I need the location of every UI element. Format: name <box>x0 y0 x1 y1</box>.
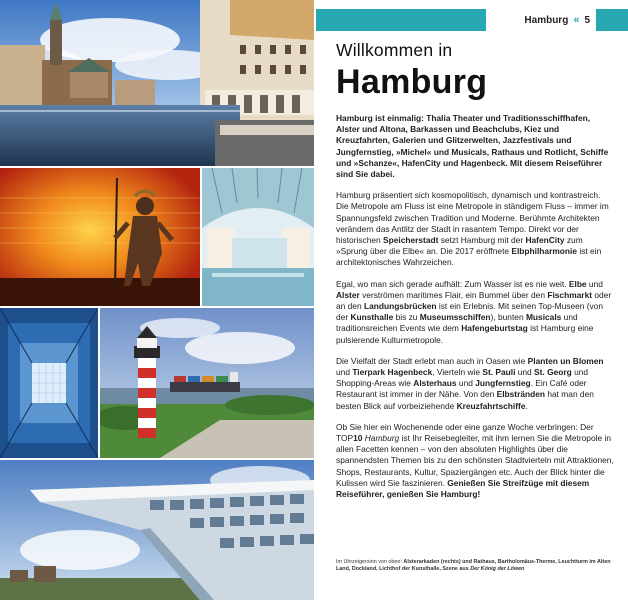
bold-text-run: Speicherstadt <box>383 235 439 246</box>
intro-paragraph: Hamburg ist einmalig: Thalia Theater und Traditionsschiffhafen, Alster und Altona, Barkassen und Beachclubs, Kiez und Kreuzfahrten, Galerien und Glitzerwelten, Jazzfestivals und Jungfernstieg, »Michel« und Musicals, Rathaus und Rotlicht, Schiffe und »Schanze«, HafenCity und Hagenbeck. Mit diesem Reiseführer sind Sie dabei. <box>336 113 609 180</box>
photo-leuchtturm-altes-land <box>100 308 314 458</box>
bold-text-run: St. Pauli <box>482 367 516 378</box>
title-line-welcome: Willkommen in <box>336 40 453 60</box>
text-run: verströmen maritimes Flair, ein Bummel über den <box>359 289 548 300</box>
bold-text-run: St. Georg <box>534 367 572 378</box>
bold-text-run: 10 <box>353 433 363 444</box>
photo-caption <box>336 559 614 573</box>
text-run: und <box>515 367 535 378</box>
text-run: Ob Sie hier ein Wochenende oder eine ganze Woche verbringen: Der TOP <box>336 421 594 444</box>
text-run: Hamburg <box>364 433 400 444</box>
photo-alsterarkaden-rathaus <box>0 0 314 166</box>
text-run: bis zu <box>393 312 420 323</box>
text-run: ist ein architektonisches Wahrzeichen. <box>336 246 602 268</box>
text-run: . Ein Café oder Restaurant ist immer in der Nähe. Von den <box>336 378 587 400</box>
text-run: Hamburg präsentiert sich kosmopolitisch, dynamisch und kontrastreich. Die Metropole am Fluss ist eine Metropole in ständigem Fluss – immer im Spannungsfeld zwischen Tradition und Moderne. Berühmte Architekten verändern das Antlitz der Stadt in rasantem Tempo. Direkt vor der historischen <box>336 190 609 246</box>
bold-text-run: Musicals <box>525 312 562 323</box>
bold-text-run: Tierpark Hagenbeck <box>352 367 433 378</box>
photo-dockland <box>0 460 314 600</box>
double-chevron-icon: « <box>573 14 580 26</box>
text-run: Egal, wo man sich gerade aufhält: Zum Wasser ist es nie weit. <box>336 278 569 289</box>
text-run: oder an den <box>336 289 612 312</box>
paragraph <box>336 356 614 412</box>
paragraph <box>336 279 614 346</box>
bold-text-run: Kunsthalle <box>350 312 394 323</box>
bold-text-run: Alsterarkaden (rechts) und Rathaus, Bartholomäus-Therme, Leuchtturm im Alten Land, Dockland, Lichthof der Kunsthalle, Szene aus <box>336 559 611 572</box>
header-city: Hamburg <box>524 14 569 26</box>
text-run: Die Vielfalt der Stadt erlebt man auch in Oasen wie <box>336 355 528 366</box>
bold-text-run: Elbstränden <box>496 389 546 400</box>
bold-text-run: Elbphilharmonie <box>511 246 578 257</box>
bold-text-run: Landungsbrücken <box>363 301 437 312</box>
page-title: Hamburg <box>336 63 488 101</box>
bold-text-run: Alsterhaus <box>413 378 457 389</box>
photo-koenig-der-loewen <box>0 168 200 306</box>
text-run: hat man den besten Blick auf vorbeiziehende <box>336 389 594 411</box>
text-run: Im Uhrzeigersinn von oben: <box>336 559 404 565</box>
bold-text-run: Elbe <box>568 278 587 289</box>
text-run: und <box>586 278 603 289</box>
text-run: ), bunten <box>490 312 526 323</box>
body-text <box>336 113 614 500</box>
text-run: ist Hamburg eine pulsierende Kulturmetropole. <box>336 323 594 345</box>
text-run: und traditionsreichen Events wie dem <box>336 312 578 334</box>
text-run: und <box>456 378 476 389</box>
bold-text-run: Museumsschiffen <box>419 312 491 323</box>
text-column <box>336 40 614 510</box>
bold-text-run: Der König der Löwen <box>470 566 525 572</box>
paragraph <box>336 422 614 500</box>
bold-text-run: Genießen Sie Streifzüge mit diesem Reiseführer, genießen Sie Hamburg! <box>336 477 590 500</box>
text-run: ist Ihr Reisebegleiter, mit ihm lernen Sie die Metropole in allen Facetten kennen – von den absoluten Highlights über die spannendsten Themen bis zu den schönsten Stadtvierteln mit Attraktionen, Shops, Restaurants, Kultur, Spaziergängen etc. Auch der Blick hinter die Kulissen wird Sie faszinieren. <box>336 433 614 488</box>
running-header <box>486 9 596 31</box>
text-run: . <box>525 400 528 411</box>
photo-lichthof-kunsthalle <box>0 308 98 458</box>
text-run: ist ein Erlebnis. Mit seinen Top-Museen (von der <box>336 301 604 323</box>
text-run: zum »Sprung über die Elbe« an. Die 2017 eröffnete <box>336 235 583 257</box>
bold-text-run: Fischmarkt <box>547 289 593 300</box>
page-number: 5 <box>584 14 590 26</box>
paragraph <box>336 190 614 268</box>
bold-text-run: Alster <box>336 289 360 300</box>
bold-text-run: Planten un Blomen <box>527 355 604 366</box>
text-run: setzt Hamburg mit der <box>438 235 526 246</box>
bold-text-run: Jungfernstieg <box>475 378 531 389</box>
bold-text-run: Hafengeburtstag <box>461 323 528 334</box>
text-run: und Shopping-Areas wie <box>336 367 589 389</box>
bold-text-run: HafenCity <box>525 235 565 246</box>
text-run: , Vierteln wie <box>432 367 483 378</box>
photo-bartholomaeus-therme <box>202 168 314 306</box>
text-run: und <box>336 367 353 378</box>
bold-text-run: Kreuzfahrtschiffe <box>456 400 526 411</box>
